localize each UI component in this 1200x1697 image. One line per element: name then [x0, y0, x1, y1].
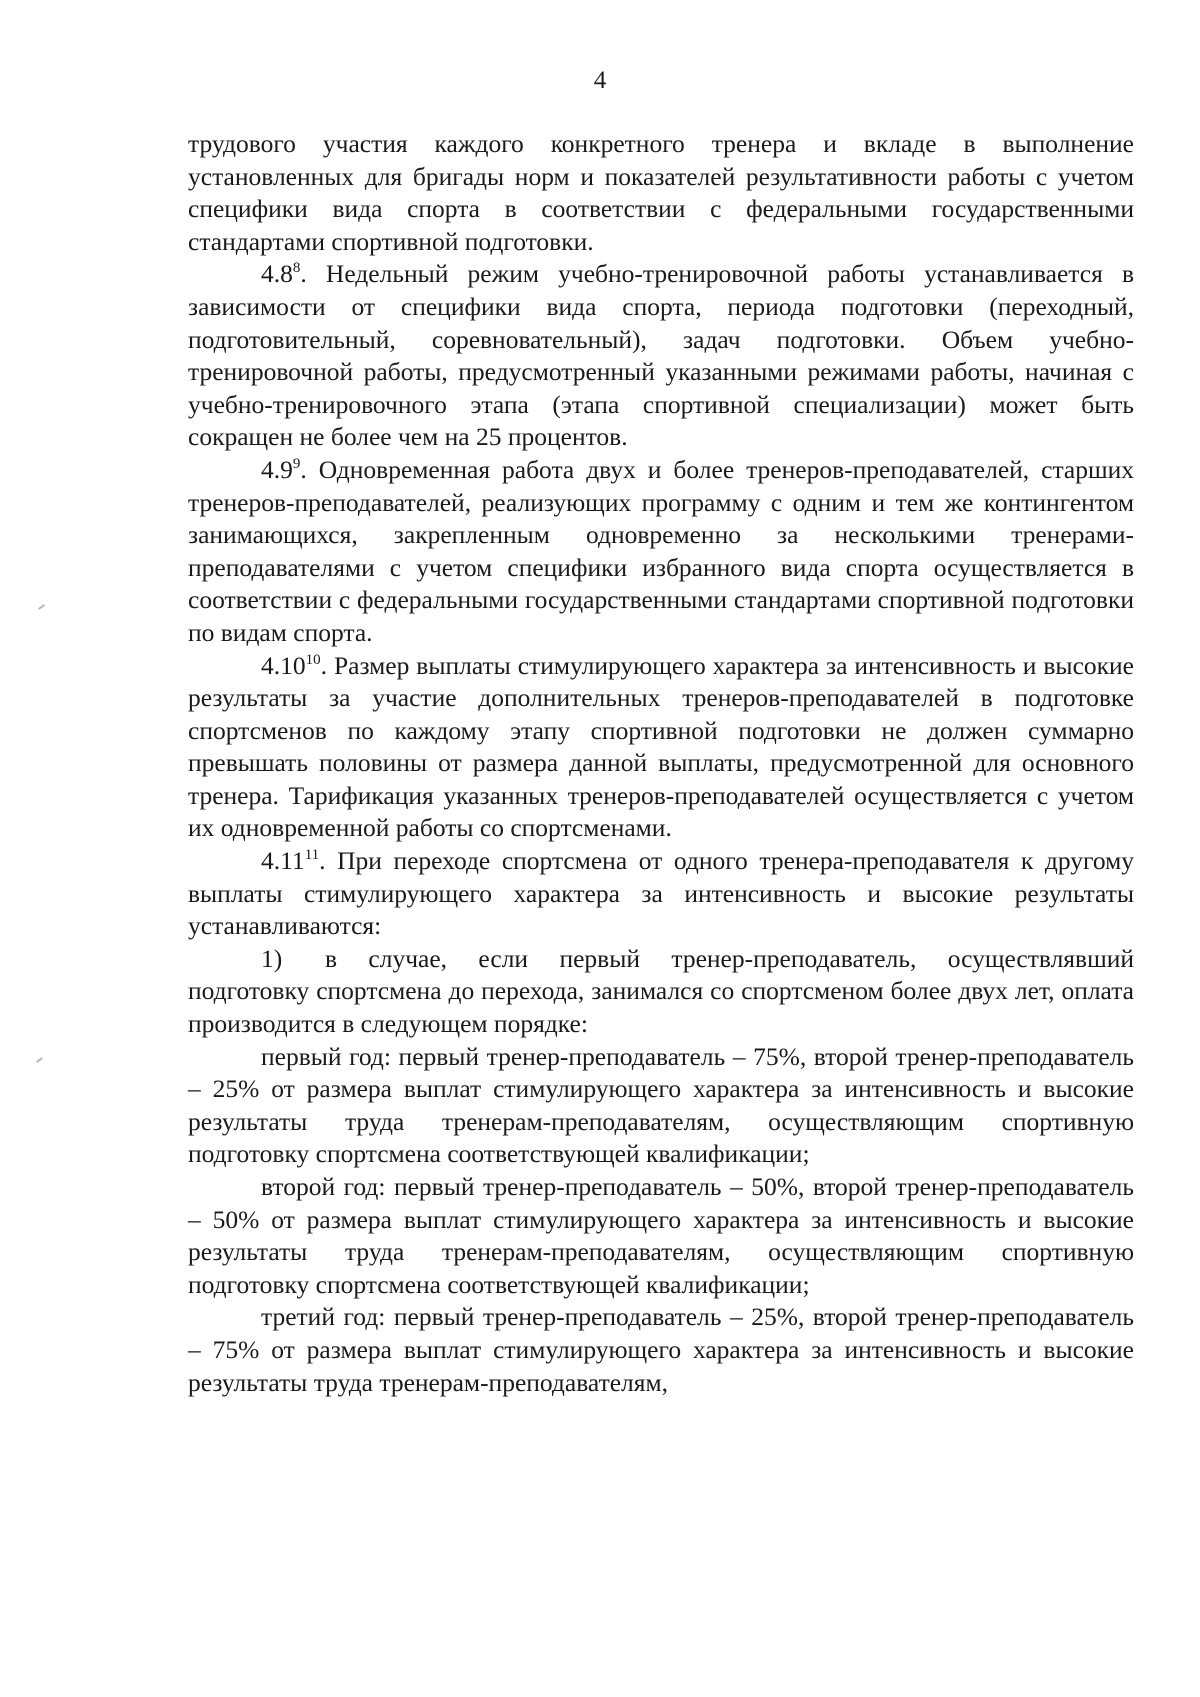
document-body	[188, 128, 1134, 1399]
list-item-1	[188, 943, 1134, 1041]
scan-mark	[38, 604, 45, 610]
paragraph-first-year: первый год: первый тренер-преподаватель – 75%, второй тренер-преподаватель – 25% от размера выплат стимулирующего характера за интенсивность и высокие результаты труда тренерам-преподавателям, осуществляющим спортивную подготовку спортсмена соответствующей квалификации;	[188, 1041, 1134, 1169]
footnote-ref: 11	[304, 847, 320, 864]
list-marker: 1)	[261, 943, 283, 973]
scan-mark	[36, 1057, 43, 1063]
footnote-ref: 9	[292, 455, 301, 472]
paragraph-third-year: третий год: первый тренер-преподаватель – 25%, второй тренер-преподаватель – 75% от размера выплат стимулирующего характера за интенсивность и высокие результаты труда тренерам-преподавателям,	[188, 1302, 1134, 1397]
clause-number: 4.9	[261, 454, 293, 484]
paragraph-4-10	[188, 650, 1134, 846]
clause-number: 4.11	[261, 846, 305, 876]
list-item-text: в случае, если первый тренер-преподаватель, осуществлявший подготовку спортсмена до перехода, занимался со спортсменом более двух лет, оплата производится в следующем порядке:	[188, 943, 1134, 1039]
clause-text: . При переходе спортсмена от одного тренера-преподавателя к другому выплаты стимулирующего характера за интенсивность и высокие результаты устанавливаются:	[188, 846, 1134, 941]
page-number: 4	[593, 67, 607, 94]
footnote-ref: 10	[305, 651, 321, 668]
footnote-ref: 8	[292, 260, 301, 277]
paragraph-second-year: второй год: первый тренер-преподаватель – 50%, второй тренер-преподаватель – 50% от размера выплат стимулирующего характера за интенсивность и высокие результаты труда тренерам-преподавателям, осуществляющим спортивную подготовку спортсмена соответствующей квалификации;	[188, 1172, 1134, 1299]
clause-text: . Недельный режим учебно-тренировочной работы устанавливается в зависимости от специфики вида спорта, периода подготовки (переходный, подготовительный, соревновательный), задач подготовки. Объем учебно-тренировочной работы, предусмотренный указанными режимами работы, начиная с учебно-тренировочного этапа (этапа спортивной специализации) может быть сокращен не более чем на 25 процентов.	[188, 259, 1134, 452]
paragraph-4-9	[188, 454, 1134, 650]
paragraph-continuation: трудового участия каждого конкретного тренера и вкладе в выполнение установленных для бригады норм и показателей результативности работы с учетом специфики вида спорта в соответствии с федеральными государственными стандартами спортивной подготовки.	[188, 129, 1134, 256]
paragraph-4-8	[188, 258, 1134, 454]
clause-number: 4.10	[261, 650, 306, 680]
clause-text: . Размер выплаты стимулирующего характера за интенсивность и высокие результаты за участие дополнительных тренеров-преподавателей в подготовке спортсменов по каждому этапу спортивной подготовки не должен суммарно превышать половины от размера данной выплаты, предусмотренной для основного тренера. Тарификация указанных тренеров-преподавателей осуществляется с учетом их одновременной работы со спортсменами.	[188, 650, 1134, 843]
paragraph-4-11	[188, 845, 1134, 943]
clause-number: 4.8	[261, 259, 293, 289]
clause-text: . Одновременная работа двух и более тренеров-преподавателей, старших тренеров-преподавателей, реализующих программу с одним и тем же контингентом занимающихся, закрепленным одновременно за несколькими тренерами-преподавателями с учетом специфики избранного вида спорта осуществляется в соответствии с федеральными государственными стандартами спортивной подготовки по видам спорта.	[188, 454, 1134, 647]
